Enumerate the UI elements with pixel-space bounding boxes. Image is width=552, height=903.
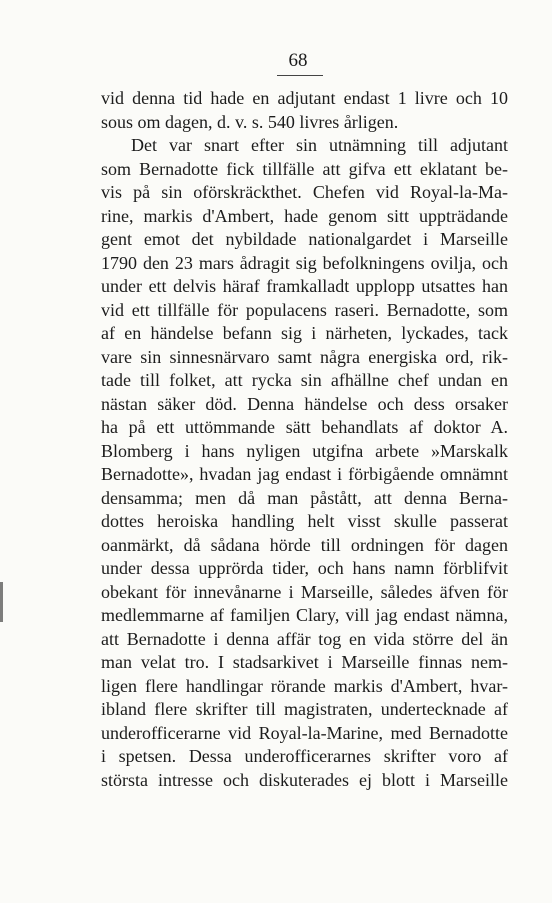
text-line: vid denna tid hade en adjutant endast 1 livre och 10 xyxy=(101,88,508,108)
text-line: ibland flere skrifter till magistraten, undertecknade af xyxy=(101,699,508,719)
text-line: Det var snart efter sin utnämning till adjutant xyxy=(131,135,508,155)
text-line: som Bernadotte fick tillfälle att gifva ett eklatant be- xyxy=(101,158,508,179)
text-line: nästan säker död. Denna händelse och dess orsaker xyxy=(101,393,508,414)
text-line: under dessa upprörda tider, och hans namn förblifvit xyxy=(101,558,508,578)
text-line: i spetsen. Dessa underofficerarnes skrifter voro af xyxy=(101,746,508,766)
text-line: obekant för innevånarne i Marseille, således äfven för xyxy=(101,581,508,602)
text-line: 1790 den 23 mars ådragit sig befolkningens ovilja, och xyxy=(101,252,508,273)
text-line: gent emot det nybildade nationalgardet i Marseille xyxy=(101,229,508,249)
text-line: oanmärkt, då sådana hörde till ordningen för dagen xyxy=(101,534,508,555)
page-number-rule xyxy=(277,75,323,76)
text-line: vid ett tillfälle för populacens raseri. Bernadotte, som xyxy=(101,299,508,320)
text-line: dottes heroiska handling helt visst skulle passerat xyxy=(101,511,508,531)
text-line: största intresse och diskuterades ej blott i Marseille xyxy=(101,769,508,790)
text-line: vis på sin oförskräckthet. Chefen vid Royal-la-Ma- xyxy=(101,182,508,202)
text-line: rine, markis d'Ambert, hade genom sitt uppträdande xyxy=(101,205,508,226)
text-line: ha på ett uttömmande sätt behandlats af doktor A. xyxy=(101,417,508,437)
text-line: att Bernadotte i denna affär tog en vida större del än xyxy=(101,628,508,649)
text-line: underofficerarne vid Royal-la-Marine, med Bernadotte xyxy=(101,722,508,743)
body-text xyxy=(101,87,508,792)
text-line: under ett delvis häraf framkalladt upplopp utsattes han xyxy=(101,276,508,296)
text-line: ligen flere handlingar rörande markis d'Ambert, hvar- xyxy=(101,675,508,696)
text-line: vare sin sinnesnärvaro samt några energiska ord, rik- xyxy=(101,346,508,367)
page-edge-mark xyxy=(0,582,3,622)
text-line: tade till folket, att rycka sin afhällne chef undan en xyxy=(101,370,508,390)
text-line: sous om dagen, d. v. s. 540 livres årligen. xyxy=(101,111,399,132)
text-line: densamma; men då man påstått, att denna Berna- xyxy=(101,487,508,508)
text-line: Bernadotte», hvadan jag endast i förbigående omnämnt xyxy=(101,464,508,484)
text-line: man velat tro. I stadsarkivet i Marseille finnas nem- xyxy=(101,652,508,672)
page-number: 68 xyxy=(288,50,308,71)
text-line: Blomberg i hans nyligen utgifna arbete »Marskalk xyxy=(101,440,508,461)
text-line: af en händelse befann sig i närheten, lyckades, tack xyxy=(101,323,508,343)
text-line: medlemmarne af familjen Clary, vill jag endast nämna, xyxy=(101,605,508,625)
